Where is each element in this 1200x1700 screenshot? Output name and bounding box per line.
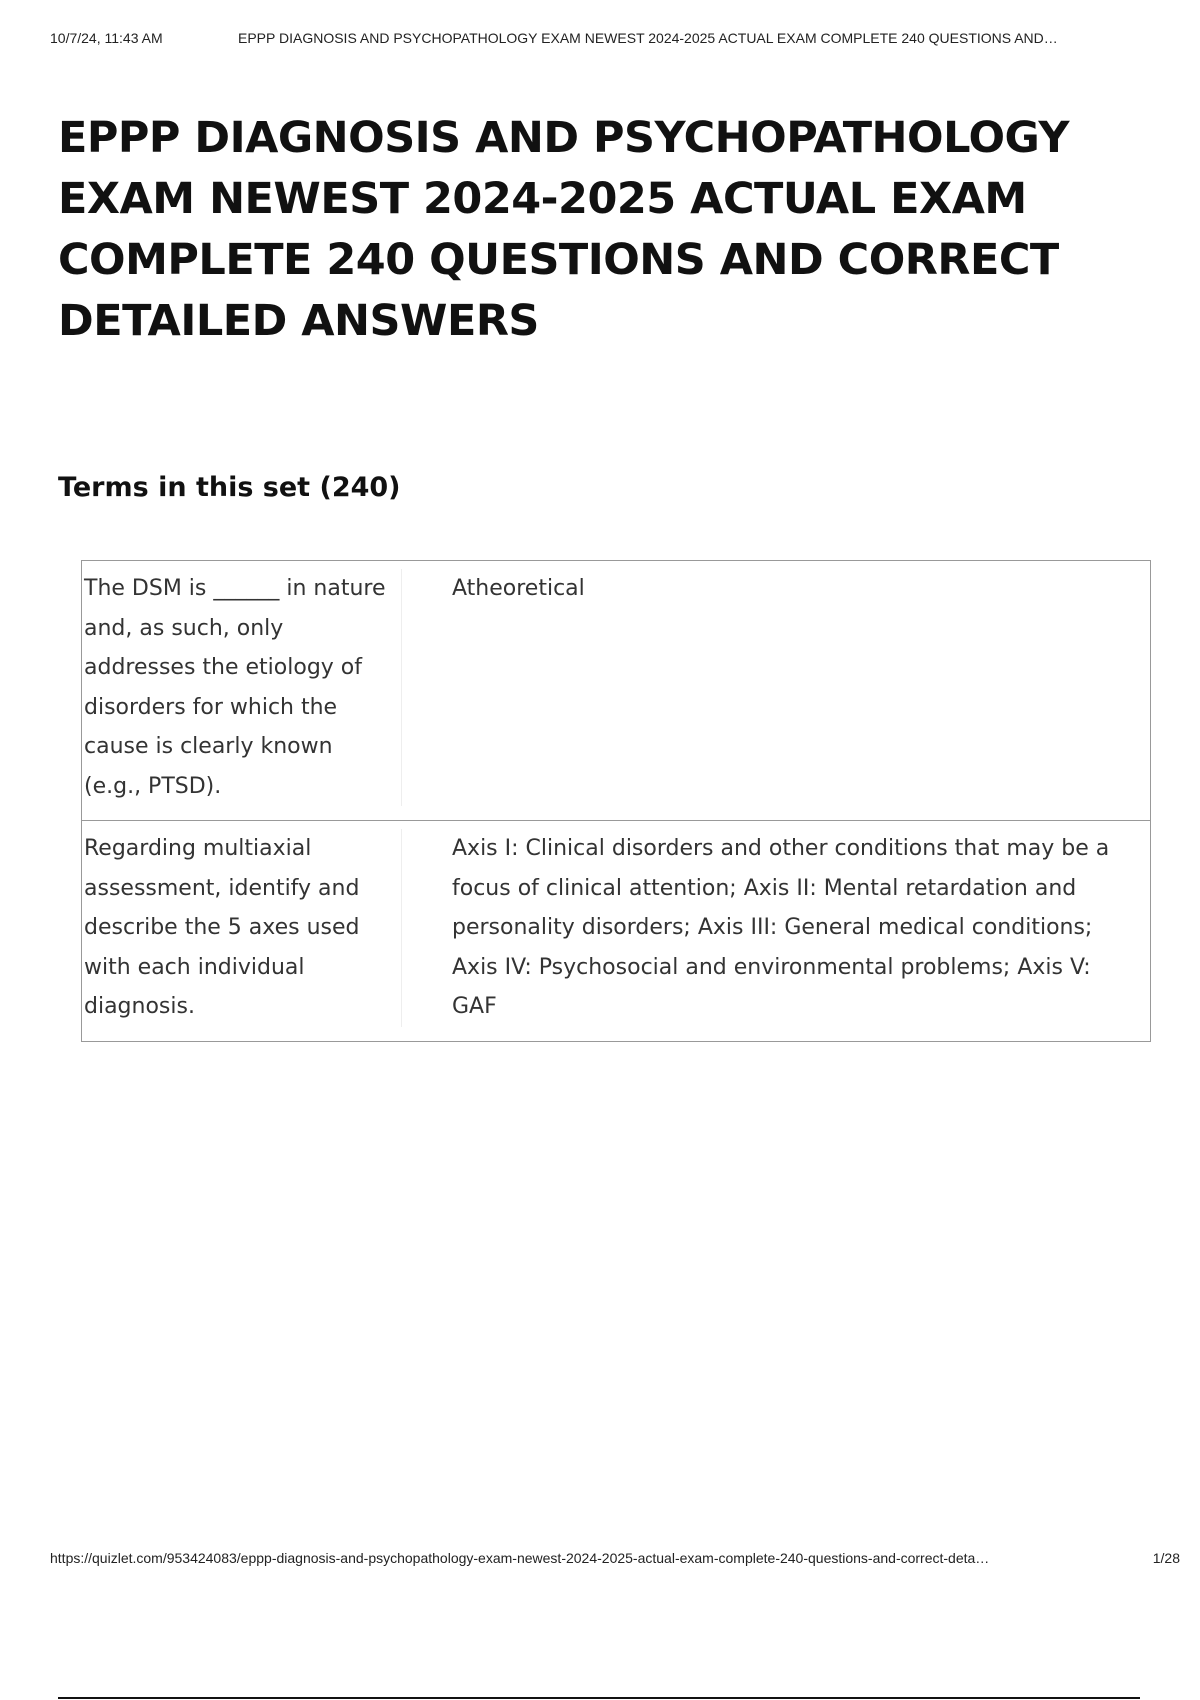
definition-text: Atheoretical (452, 576, 585, 601)
term-row (82, 561, 1150, 821)
print-footer (50, 1550, 1180, 1570)
print-header-title: EPPP DIAGNOSIS AND PSYCHOPATHOLOGY EXAM NEWEST 2024-2025 ACTUAL EXAM COMPLETE 240 QUESTIONS AND… (238, 30, 1058, 46)
page-url: https://quizlet.com/953424083/eppp-diagnosis-and-psychopathology-exam-newest-2024-2025-actual-exam-complete-240-questions-and-correct-deta… (50, 1550, 990, 1566)
term-row (82, 821, 1150, 1041)
page-divider (58, 1697, 1140, 1699)
term-text: The DSM is ______ in nature and, as such, only addresses the etiology of disorders for which the cause is clearly known (e.g., PTSD). (82, 569, 402, 806)
print-date: 10/7/24, 11:43 AM (50, 30, 163, 46)
definition-text: Axis I: Clinical disorders and other conditions that may be a focus of clinical attention; Axis II: Mental retardation and personality disorders; Axis III: General medical conditions; Axis IV: Psychosocial and environmental problems; Axis V: GAF (452, 836, 1110, 1019)
page-number: 1/28 (1152, 1550, 1180, 1566)
term-text: Regarding multiaxial assessment, identify and describe the 5 axes used with each individual diagnosis. (82, 829, 402, 1027)
terms-table (81, 560, 1151, 1042)
terms-set-heading: Terms in this set (240) (58, 472, 401, 503)
page-title: EPPP DIAGNOSIS AND PSYCHOPATHOLOGY EXAM NEWEST 2024-2025 ACTUAL EXAM COMPLETE 240 QUESTIONS AND CORRECT DETAILED ANSWERS (58, 113, 1070, 346)
print-header (50, 30, 1180, 50)
